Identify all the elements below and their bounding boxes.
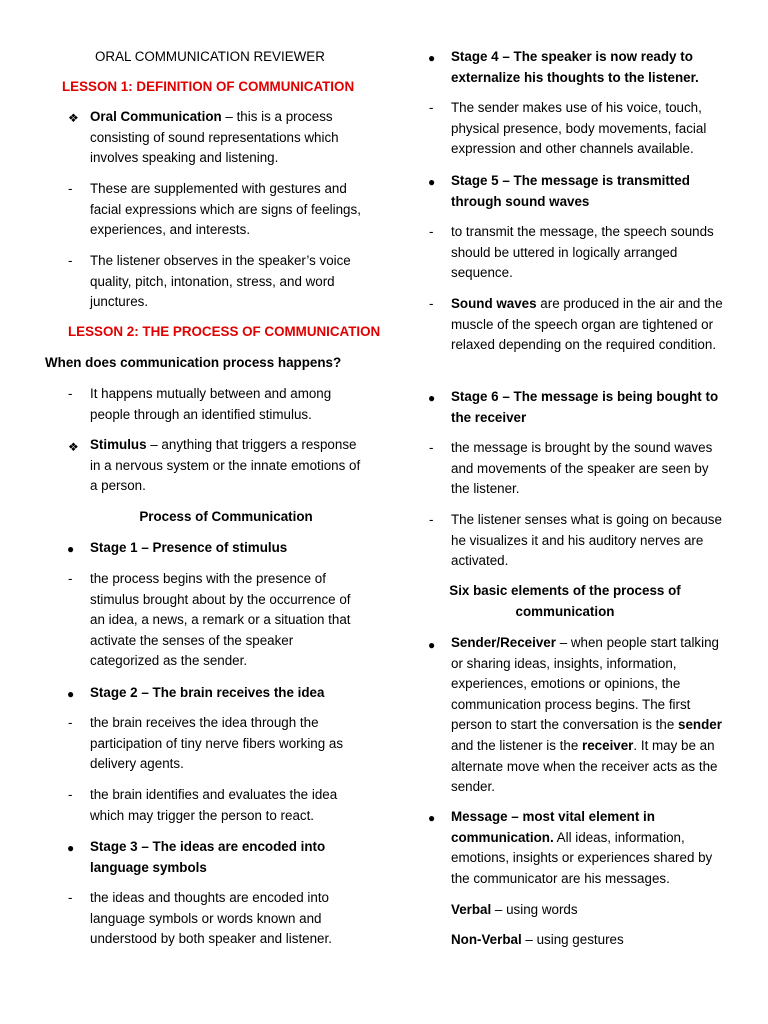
receiver-term: receiver	[582, 737, 634, 753]
nonverbal-line	[451, 930, 726, 951]
stage4-title: Stage 4 – The speaker is now ready to externalize his thoughts to the listener.	[451, 49, 699, 85]
process-heading: Process of Communication	[139, 509, 313, 524]
dash-mark: -	[429, 512, 434, 527]
sender-receiver-text: . It may be an alternate move when the receiver acts as the sender.	[451, 737, 718, 795]
lesson1-heading: LESSON 1: DEFINITION OF COMMUNICATION	[62, 79, 355, 94]
dash-mark: -	[429, 296, 434, 311]
message-term: Message – most vital element in communication.	[451, 809, 655, 845]
bullet-icon: ●	[67, 542, 75, 556]
dash-mark: -	[429, 100, 434, 115]
dash-mark: -	[68, 181, 73, 196]
dash-mark: -	[68, 787, 73, 802]
stage2-dash1-text: the brain receives the idea through the participation of tiny nerve fibers working as delivery agents.	[90, 715, 344, 772]
oral-communication-term: Oral Communication	[90, 109, 222, 124]
elements-heading-line2: communication	[515, 603, 615, 619]
sender-receiver-term: Sender/Receiver	[451, 635, 556, 650]
bullet-icon: ●	[428, 51, 436, 65]
stage4-dash1-text: The sender makes use of his voice, touch, physical presence, body movements, facial expression and other channels available.	[451, 100, 707, 157]
dash-mark: -	[429, 224, 434, 239]
stage3-title: Stage 3 – The ideas are encoded into language symbols	[90, 839, 326, 875]
stage1-title: Stage 1 – Presence of stimulus	[90, 540, 288, 555]
dash-mark: -	[68, 715, 73, 730]
stage6-dash1-text: the message is brought by the sound waves and movements of the speaker are seen by the listener.	[451, 440, 713, 497]
sender-receiver-text: and the listener is the	[451, 737, 583, 753]
stage2-dash2-text: the brain identifies and evaluates the idea which may trigger the person to react.	[90, 787, 338, 823]
bullet-icon: ●	[428, 391, 436, 405]
sender-term: sender	[678, 717, 722, 733]
sender-receiver-text: – when people start talking or sharing ideas, insights, information, experiences, emotions or opinions, the communication process begins. The first person to start the conversation is the	[451, 635, 719, 733]
stage6-dash2-text: The listener senses what is going on because he visualizes it and his auditory nerves are activated.	[451, 512, 722, 569]
bullet-icon: ●	[67, 841, 75, 855]
dash-mark: -	[68, 890, 73, 905]
sound-waves-text: are produced in the air and the muscle of the speech organ are tightened or relaxed depending on the required condition.	[451, 296, 723, 353]
dash-mark: -	[68, 386, 73, 401]
oral-communication-text: – this is a process consisting of sound representations which involves speaking and listening.	[90, 109, 339, 166]
stage2-title: Stage 2 – The brain receives the idea	[90, 685, 325, 700]
l1-dash1-text: These are supplemented with gestures and facial expressions which are signs of feelings, experiences, and interests.	[90, 181, 361, 238]
verbal-line	[451, 900, 726, 921]
stimulus-term: Stimulus	[90, 437, 147, 452]
message-definition	[451, 807, 726, 889]
nonverbal-term: Non-Verbal	[451, 932, 522, 947]
stage3-dash1-text: the ideas and thoughts are encoded into language symbols or words known and understood by both speaker and listener.	[90, 890, 332, 947]
document-title: ORAL COMMUNICATION REVIEWER	[95, 49, 325, 64]
diamond-bullet-icon: ❖	[68, 111, 79, 125]
sender-receiver-definition	[451, 633, 726, 798]
bullet-icon: ●	[428, 638, 436, 652]
message-text: All ideas, information, emotions, insights or experiences shared by the communicator are his messages.	[451, 829, 713, 886]
stage1-dash1-text: the process begins with the presence of stimulus brought about by the occurrence of an idea, a news, a remark or a situation that activate the senses of the speaker categorized as the sender.	[90, 571, 351, 669]
sound-waves-term: Sound waves	[451, 296, 537, 311]
dash-mark: -	[68, 253, 73, 268]
bullet-icon: ●	[428, 175, 436, 189]
verbal-text: – using words	[491, 902, 578, 917]
stage6-title: Stage 6 – The message is being bought to the receiver	[451, 389, 719, 425]
elements-heading	[430, 581, 700, 622]
dash-mark: -	[68, 571, 73, 586]
diamond-bullet-icon: ❖	[68, 440, 79, 454]
question-heading: When does communication process happens?	[45, 355, 342, 370]
bullet-icon: ●	[428, 811, 436, 825]
stage5-dash2	[451, 294, 726, 356]
l2-dash1-text: It happens mutually between and among people through an identified stimulus.	[90, 386, 332, 422]
dash-mark: -	[429, 440, 434, 455]
verbal-term: Verbal	[451, 902, 492, 917]
stage5-title: Stage 5 – The message is transmitted through sound waves	[451, 173, 690, 209]
lesson2-heading: LESSON 2: THE PROCESS OF COMMUNICATION	[68, 324, 381, 339]
stimulus-text: – anything that triggers a response in a nervous system or the innate emotions of a person.	[90, 437, 361, 494]
elements-heading-line1: Six basic elements of the process of	[449, 583, 681, 598]
l1-dash2-text: The listener observes in the speaker’s voice quality, pitch, intonation, stress, and word junctures.	[90, 253, 351, 310]
nonverbal-text: – using gestures	[521, 932, 624, 947]
bullet-icon: ●	[67, 687, 75, 701]
oral-communication-definition	[90, 107, 365, 169]
stage5-dash1-text: to transmit the message, the speech sounds should be uttered in logically arranged sequence.	[451, 224, 714, 281]
stimulus-definition	[90, 435, 365, 497]
